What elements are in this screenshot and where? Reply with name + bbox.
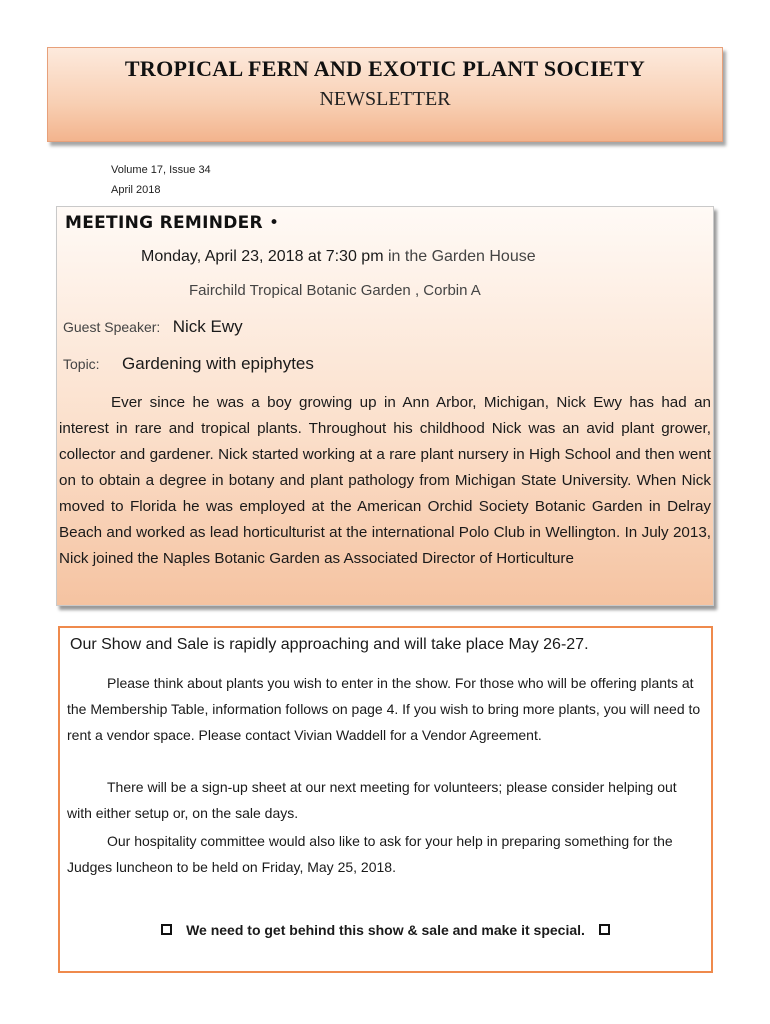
guest-speaker-line — [63, 317, 243, 337]
society-title: TROPICAL FERN AND EXOTIC PLANT SOCIETY — [124, 56, 646, 81]
meeting-datetime: Monday, April 23, 2018 at 7:30 pm — [141, 248, 384, 265]
meeting-title-text: MEETING REMINDER — [65, 213, 263, 233]
speaker-bio: Ever since he was a boy growing up in Ann Arbor, Michigan, Nick Ewy has had an interest in rare and tropical plants. Throughout his childhood Nick was an avid plant grower, collector and gardener. Nick started working at a rare plant nursery in High School and then went on to obtain a degree in botany and plant pathology from Michigan State University. When Nick moved to Florida he was employed at the American Orchid Society Botanic Garden in Delray Beach and worked as lead horticulturist at the international Polo Club in Wellington. In July 2013, Nick joined the Naples Botanic Garden as Associated Director of Horticulture — [59, 394, 711, 567]
show-sale-heading: Our Show and Sale is rapidly approaching and will take place May 26-27. — [70, 636, 589, 653]
topic-line — [63, 354, 314, 374]
show-sale-box — [58, 626, 713, 973]
call-to-action-text: We need to get behind this show & sale and make it special. — [186, 922, 585, 938]
call-to-action — [60, 922, 711, 938]
meeting-location-inline: in the Garden House — [383, 248, 536, 265]
newsletter-subtitle: NEWSLETTER — [319, 88, 451, 110]
bullet-icon: • — [268, 213, 280, 233]
speaker-label: Guest Speaker: — [63, 319, 161, 335]
newsletter-header — [47, 47, 723, 142]
show-paragraph-hospitality: Our hospitality committee would also like to ask for your help in preparing something for the Judges luncheon to be held on Friday, May 25, 2018. — [67, 833, 673, 875]
issue-info — [111, 160, 211, 200]
issue-date: April 2018 — [111, 184, 161, 196]
show-paragraph-plants: Please think about plants you wish to enter in the show. For those who will be offering plants at the Membership Table, information follows on page 4. If you wish to bring more plants, you will need to rent a vendor space. Please contact Vivian Waddell for a Vendor Agreement. — [67, 675, 701, 743]
square-bullet-icon — [161, 924, 172, 935]
meeting-datetime-line — [141, 248, 536, 266]
meeting-venue: Fairchild Tropical Botanic Garden , Corbin A — [189, 282, 481, 299]
speaker-name: Nick Ewy — [172, 317, 243, 336]
topic-value: Gardening with epiphytes — [122, 354, 314, 373]
meeting-reminder-heading — [65, 213, 279, 233]
volume-issue: Volume 17, Issue 34 — [111, 164, 211, 176]
square-bullet-icon — [599, 924, 610, 935]
show-paragraph-volunteers: There will be a sign-up sheet at our next meeting for volunteers; please consider helping out with either setup or, on the sale days. — [67, 779, 677, 821]
meeting-reminder-box — [56, 206, 714, 606]
topic-label: Topic: — [63, 356, 100, 372]
